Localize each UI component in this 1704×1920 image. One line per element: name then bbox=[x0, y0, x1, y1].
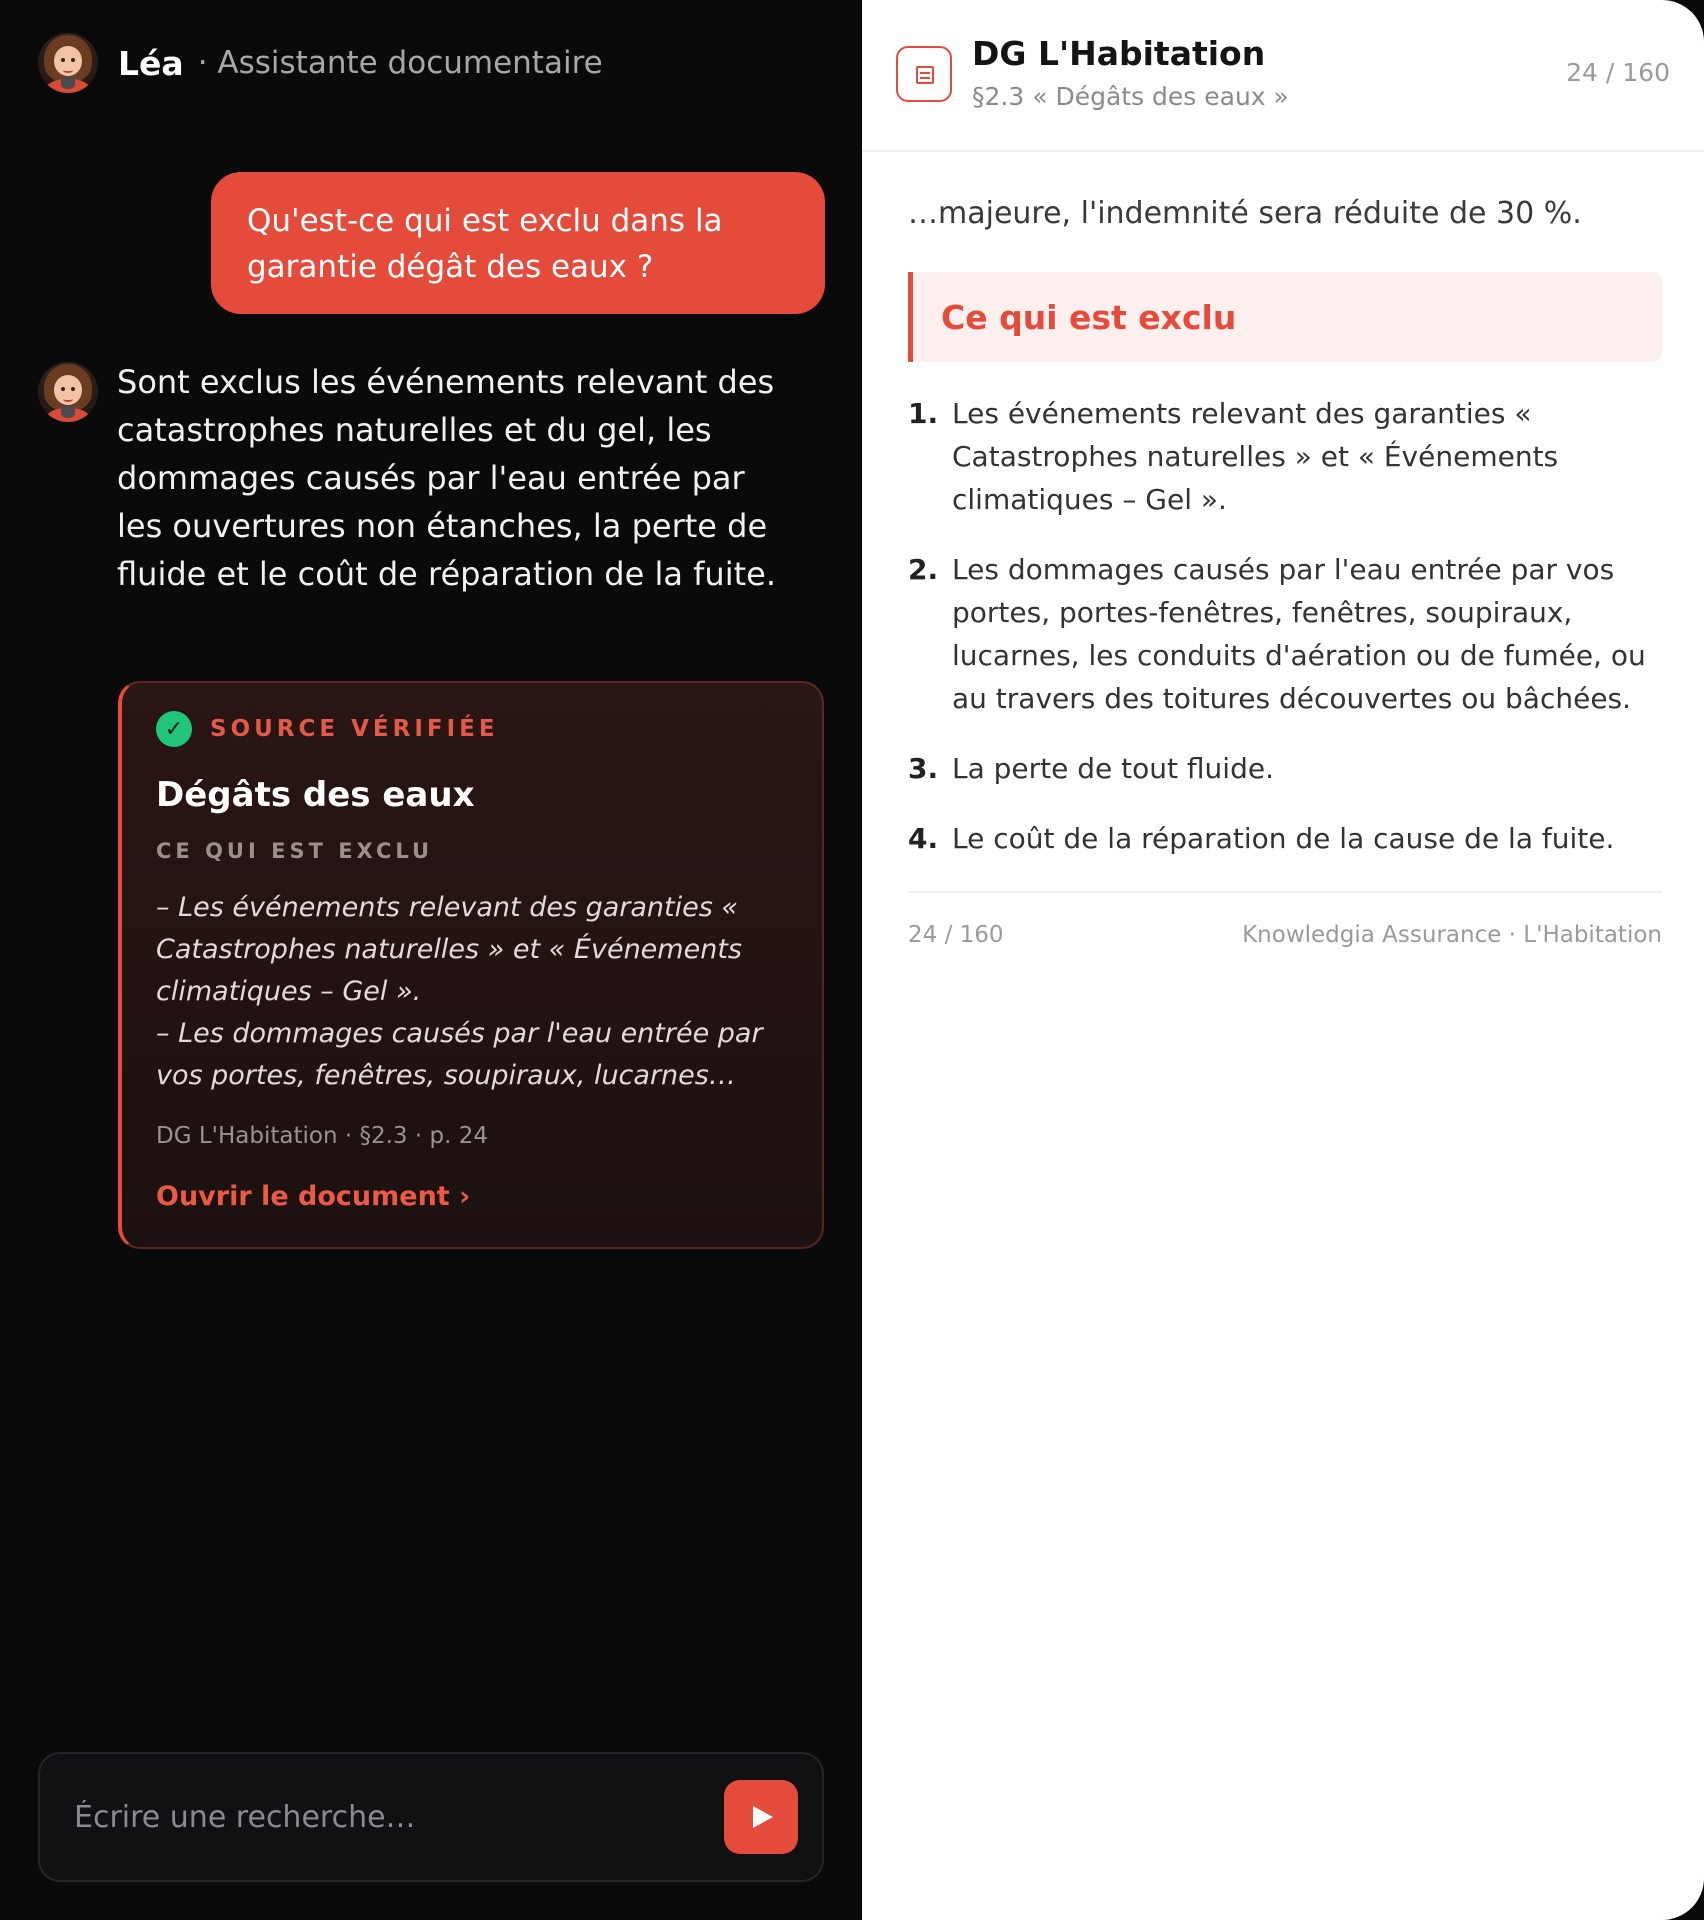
source-reference: DG L'Habitation · §2.3 · p. 24 bbox=[156, 1123, 488, 1149]
list-item-text: Le coût de la réparation de la cause de la fuite. bbox=[952, 822, 1615, 855]
callout-heading: Ce qui est exclu bbox=[941, 297, 1237, 337]
source-title: Dégâts des eaux bbox=[156, 775, 475, 815]
assistant-name: Léa bbox=[118, 43, 184, 83]
document-header bbox=[862, 0, 1704, 152]
exclusions-callout bbox=[908, 272, 1662, 362]
source-quote-line: – Les dommages causés par l'eau entrée par vos portes, fenêtres, soupiraux, lucarnes… bbox=[156, 1018, 763, 1091]
document-pane bbox=[862, 0, 1704, 1920]
document-section: §2.3 « Dégâts des eaux » bbox=[972, 82, 1289, 111]
list-item bbox=[908, 548, 1668, 720]
source-subtitle: CE QUI EST EXCLU bbox=[156, 839, 434, 863]
list-item bbox=[908, 747, 1668, 790]
footer-brand: Knowledgia Assurance · L'Habitation bbox=[1242, 922, 1662, 948]
document-title: DG L'Habitation bbox=[972, 34, 1266, 73]
check-icon: ✓ bbox=[156, 711, 192, 747]
source-quote-line: – Les événements relevant des garanties « Catastrophes naturelles » et « Événements climatiques – Gel ». bbox=[156, 892, 742, 1007]
document-lead-text: …majeure, l'indemnité sera réduite de 30 %. bbox=[908, 196, 1582, 231]
footer-divider bbox=[908, 891, 1662, 893]
list-item bbox=[908, 817, 1668, 860]
user-message-bubble: Qu'est-ce qui est exclu dans la garantie dégât des eaux ? bbox=[211, 172, 825, 314]
list-item bbox=[908, 392, 1668, 521]
exclusions-list bbox=[908, 392, 1668, 887]
chat-header bbox=[38, 33, 603, 93]
send-button[interactable] bbox=[724, 1780, 798, 1854]
search-composer bbox=[38, 1752, 824, 1882]
list-item-text: La perte de tout fluide. bbox=[952, 752, 1274, 785]
assistant-message: Sont exclus les événements relevant des catastrophes naturelles et du gel, les dommages causés par l'eau entrée par les ouvertures non étanches, la perte de fluide et le coût de réparation de la fuite. bbox=[117, 363, 776, 593]
assistant-role: · Assistante documentaire bbox=[197, 45, 603, 81]
assistant-avatar bbox=[38, 33, 98, 93]
page-indicator: 24 / 160 bbox=[1566, 58, 1670, 87]
list-item-text: Les événements relevant des garanties « Catastrophes naturelles » et « Événements climatiques – Gel ». bbox=[952, 397, 1559, 516]
assistant-avatar-message bbox=[38, 362, 98, 422]
document-icon bbox=[896, 46, 952, 102]
list-item-text: Les dommages causés par l'eau entrée par vos portes, portes-fenêtres, fenêtres, soupiraux, lucarnes, les conduits d'aération ou de fumée, ou au travers des toitures découvertes ou bâchées. bbox=[952, 553, 1646, 715]
list-item-number: 4. bbox=[908, 822, 939, 855]
send-icon bbox=[753, 1806, 773, 1828]
source-card bbox=[118, 681, 824, 1249]
source-verified-badge: SOURCE VÉRIFIÉE bbox=[210, 716, 499, 742]
open-document-link[interactable]: Ouvrir le document › bbox=[156, 1181, 471, 1212]
source-quote bbox=[156, 887, 788, 1097]
search-input[interactable] bbox=[72, 1788, 716, 1846]
list-item-number: 1. bbox=[908, 397, 939, 430]
list-item-number: 2. bbox=[908, 553, 939, 586]
list-item-number: 3. bbox=[908, 752, 939, 785]
footer-page-number: 24 / 160 bbox=[908, 922, 1004, 948]
